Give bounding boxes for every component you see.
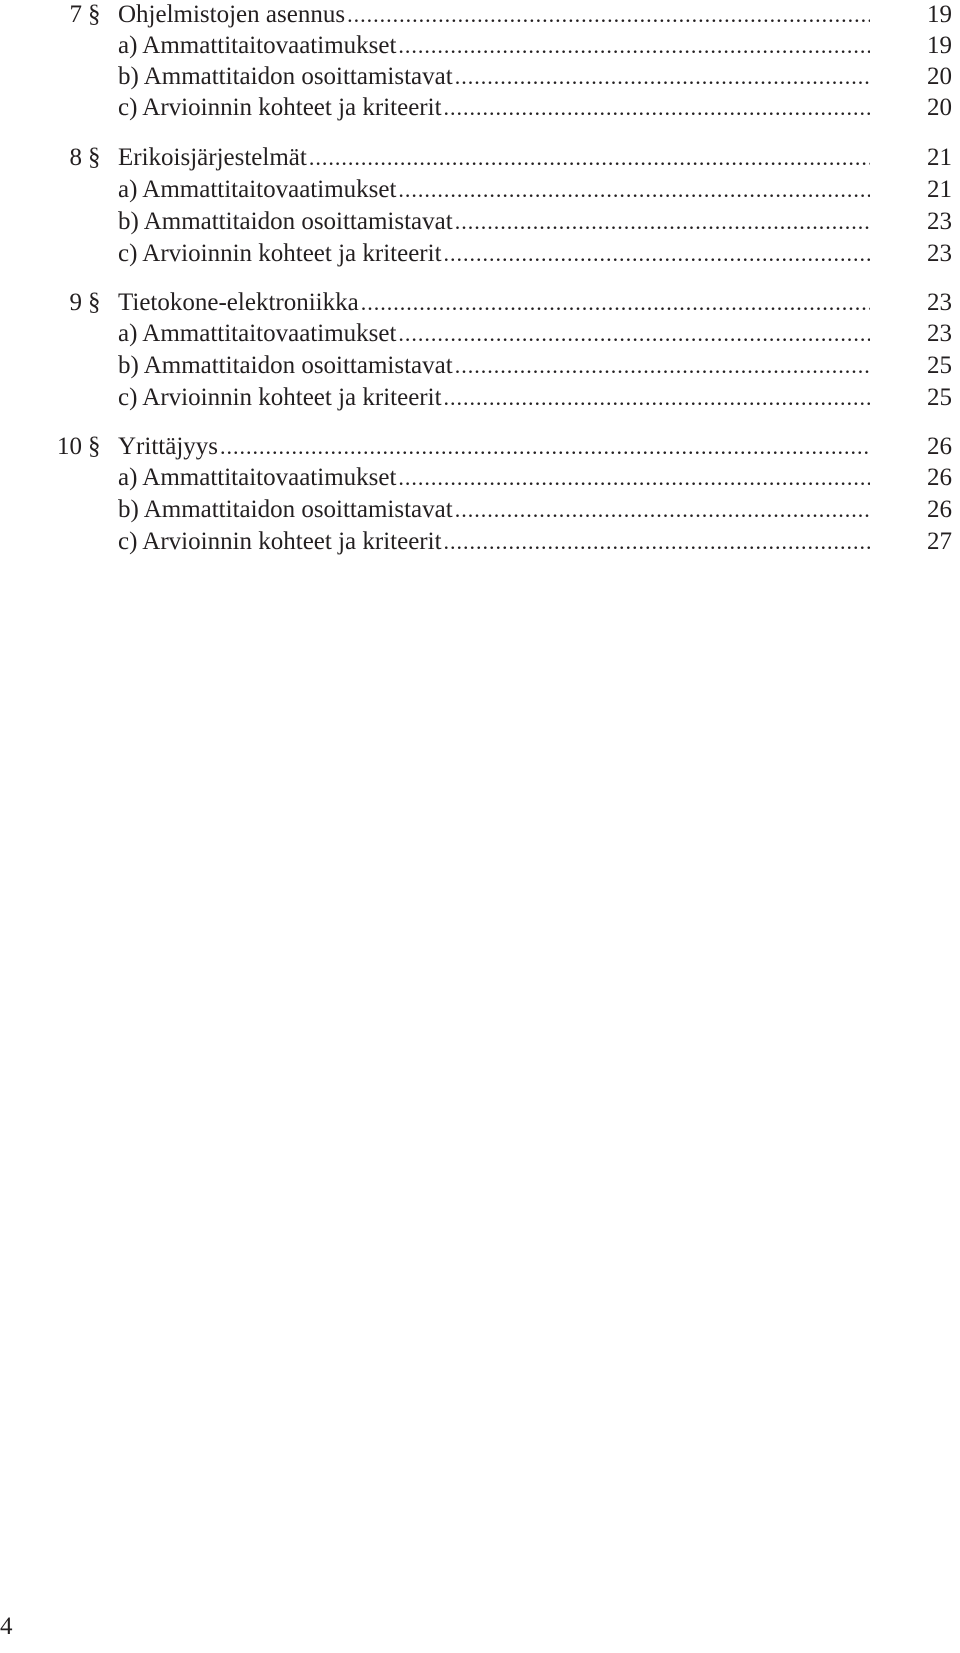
section-title: Erikoisjärjestelmät — [118, 144, 307, 171]
toc-subitem[interactable] — [0, 207, 960, 237]
page-reference: 19 — [927, 32, 952, 59]
page-reference: 26 — [927, 496, 952, 523]
page-reference: 27 — [927, 528, 952, 555]
page-reference: 23 — [927, 289, 952, 316]
toc-subitem[interactable] — [0, 175, 960, 205]
page-reference: 19 — [927, 1, 952, 28]
dot-leader — [398, 319, 870, 349]
subitem-title: b) Ammattitaidon osoittamistavat — [118, 63, 453, 90]
toc-entry — [118, 319, 918, 349]
toc-entry — [118, 175, 918, 205]
toc-subitem[interactable] — [0, 31, 960, 61]
section-title: Ohjelmistojen asennus — [118, 1, 346, 28]
dot-leader — [455, 495, 870, 525]
page-reference: 20 — [927, 94, 952, 121]
subitem-title: a) Ammattitaitovaatimukset — [118, 320, 397, 347]
dot-leader — [444, 93, 870, 123]
dot-leader — [361, 288, 870, 318]
toc-section-heading[interactable] — [0, 0, 960, 30]
toc-subitem[interactable] — [0, 383, 960, 413]
section-number: 8 — [69, 144, 82, 171]
page-number: 4 — [0, 1613, 13, 1640]
section-sign-icon: § — [88, 289, 101, 316]
page-reference: 26 — [927, 433, 952, 460]
page-reference: 23 — [927, 240, 952, 267]
toc-subitem[interactable] — [0, 93, 960, 123]
toc-subitem[interactable] — [0, 62, 960, 92]
subitem-title: a) Ammattitaitovaatimukset — [118, 464, 397, 491]
page-reference: 23 — [927, 320, 952, 347]
section-title: Tietokone-elektroniikka — [118, 289, 359, 316]
toc-subitem[interactable] — [0, 239, 960, 269]
toc-section-heading[interactable] — [0, 432, 960, 462]
section-number: 10 — [57, 433, 82, 460]
toc-subitem[interactable] — [0, 351, 960, 381]
subitem-title: b) Ammattitaidon osoittamistavat — [118, 352, 453, 379]
dot-leader — [444, 527, 870, 557]
dot-leader — [347, 0, 870, 30]
toc-entry — [118, 0, 918, 30]
page-reference: 25 — [927, 352, 952, 379]
page-reference: 20 — [927, 63, 952, 90]
dot-leader — [220, 432, 870, 462]
dot-leader — [455, 62, 870, 92]
page-reference: 25 — [927, 384, 952, 411]
toc-section-heading[interactable] — [0, 143, 960, 173]
section-sign-icon: § — [88, 144, 101, 171]
page-reference: 23 — [927, 208, 952, 235]
section-title: Yrittäjyys — [118, 433, 218, 460]
dot-leader — [398, 175, 870, 205]
toc-entry — [118, 143, 918, 173]
subitem-title: c) Arvioinnin kohteet ja kriteerit — [118, 94, 442, 121]
dot-leader — [455, 351, 870, 381]
toc-entry — [118, 432, 918, 462]
toc-entry — [118, 239, 918, 269]
toc-subitem[interactable] — [0, 319, 960, 349]
dot-leader — [398, 463, 870, 493]
toc-section-heading[interactable] — [0, 288, 960, 318]
toc-entry — [118, 31, 918, 61]
toc-entry — [118, 351, 918, 381]
page-reference: 21 — [927, 176, 952, 203]
toc-entry — [118, 288, 918, 318]
dot-leader — [444, 383, 870, 413]
toc-entry — [118, 527, 918, 557]
toc-entry — [118, 62, 918, 92]
subitem-title: a) Ammattitaitovaatimukset — [118, 32, 397, 59]
toc-entry — [118, 207, 918, 237]
subitem-title: a) Ammattitaitovaatimukset — [118, 176, 397, 203]
subitem-title: b) Ammattitaidon osoittamistavat — [118, 208, 453, 235]
section-sign-icon: § — [88, 1, 101, 28]
toc-subitem[interactable] — [0, 527, 960, 557]
page-reference: 21 — [927, 144, 952, 171]
dot-leader — [309, 143, 870, 173]
section-number: 9 — [69, 289, 82, 316]
section-sign-icon: § — [88, 433, 101, 460]
toc-entry — [118, 495, 918, 525]
toc-entry — [118, 463, 918, 493]
dot-leader — [444, 239, 870, 269]
subitem-title: b) Ammattitaidon osoittamistavat — [118, 496, 453, 523]
dot-leader — [398, 31, 870, 61]
toc-entry — [118, 93, 918, 123]
page-reference: 26 — [927, 464, 952, 491]
section-number: 7 — [69, 1, 82, 28]
subitem-title: c) Arvioinnin kohteet ja kriteerit — [118, 528, 442, 555]
toc-subitem[interactable] — [0, 495, 960, 525]
subitem-title: c) Arvioinnin kohteet ja kriteerit — [118, 384, 442, 411]
subitem-title: c) Arvioinnin kohteet ja kriteerit — [118, 240, 442, 267]
dot-leader — [455, 207, 870, 237]
toc-entry — [118, 383, 918, 413]
toc-subitem[interactable] — [0, 463, 960, 493]
